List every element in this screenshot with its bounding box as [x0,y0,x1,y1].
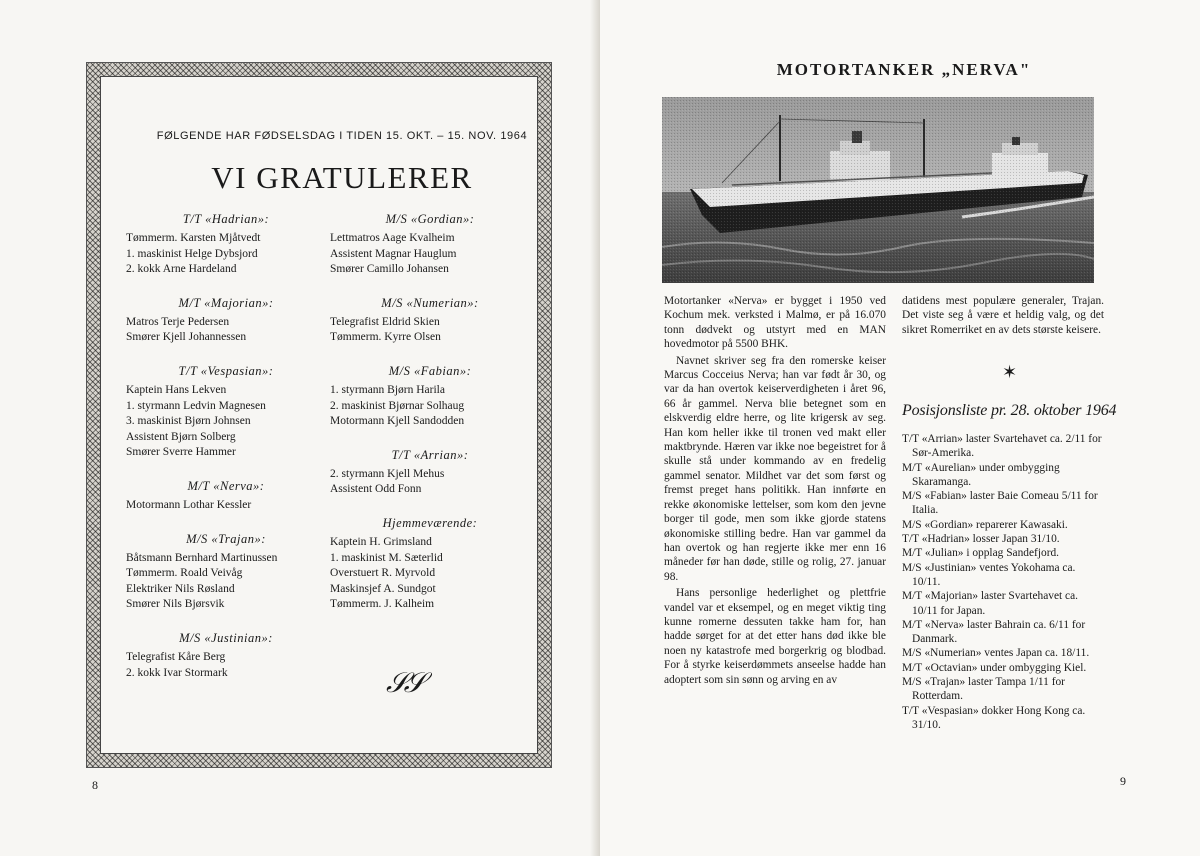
ship-group [126,296,326,346]
crew-member-line: 3. maskinist Bjørn Johnsen [126,415,251,428]
ship-group-title: M/T «Majorian»: [178,295,274,310]
crew-member-line: 2. kokk Ivar Stormark [126,666,228,679]
position-list-title: Posisjonsliste pr. 28. oktober 1964 [902,402,1117,419]
birthday-column-left [126,212,326,699]
crew-member-line: Telegrafist Kåre Berg [126,650,226,663]
tanker-ship-image [662,97,1094,283]
crew-member-line: 2. styrmann Kjell Mehus [330,467,445,480]
birthday-header: FØLGENDE HAR FØDSELSDAG I TIDEN 15. OKT. – 15. NOV. 1964 [156,130,528,142]
ship-group [330,448,530,498]
crew-member-line: Motormann Kjell Sandodden [330,415,465,428]
position-list-item: M/S «Fabian» laster Baie Comeau 5/11 for Italia. [902,490,1098,517]
crew-member-line: Tømmerm. Kyrre Olsen [330,331,441,344]
article-body [664,294,886,689]
position-list-item: M/T «Majorian» laster Svartehavet ca. 10/11 for Japan. [902,590,1078,617]
ship-group-title: M/S «Gordian»: [385,212,475,226]
crew-member-line: Matros Terje Pedersen [126,315,230,328]
ship-group [126,479,326,514]
crew-member-line: Kaptein Hans Lekven [126,383,227,396]
article-paragraph: Hans personlige hederlighet og plettfrie vandel var et eksempel, og en meget viktig ting kunne romerne dessuten takke ham for, han hadde sørget for at det etter hans død ikke ble noen ny katastrofe med borgerkrig og blodbad. For å styrke keiserdømmets anseelse hadde han adoptert som sin sønn og arving en av [664,587,886,686]
birthday-column-right [330,212,530,631]
article-continued: datidens mest populære generaler, Trajan. Det viste seg å være et heldig valg, og det sikret Romerriket en av dets største keisere. [902,295,1104,336]
ship-group [126,532,326,613]
position-list-item: M/S «Gordian» reparerer Kawasaki. [902,518,1068,531]
ship-group-title: T/T «Vespasian»: [178,363,274,378]
ship-group-title: M/S «Trajan»: [186,531,266,546]
ship-group [126,212,326,278]
article-title: MOTORTANKER „NERVA" [776,60,1032,79]
ornament-flourish: 𝒮𝒮 [386,668,422,699]
crew-member-line: Maskinsjef A. Sundgot [330,582,436,595]
position-list-item: M/T «Aurelian» under ombygging Skaramanga. [902,461,1060,488]
position-list-item: M/S «Trajan» laster Tampa 1/11 for Rotterdam. [902,676,1065,703]
crew-member-line: Tømmerm. Karsten Mjåtvedt [126,232,261,244]
ship-group-title: T/T «Arrian»: [391,447,469,462]
crew-member-line: Smører Camillo Johansen [330,263,449,276]
crew-member-line: Assistent Bjørn Solberg [126,430,236,443]
crew-member-line: 1. styrmann Bjørn Harila [330,383,445,396]
ship-group-title: M/S «Numerian»: [381,295,479,310]
ship-group [330,212,530,278]
crew-member-line: Tømmerm. J. Kalheim [330,598,435,611]
crew-member-line: Motormann Lothar Kessler [126,498,252,511]
crew-member-line: Telegrafist Eldrid Skien [330,315,440,328]
crew-member-line: Assistent Odd Fonn [330,483,422,496]
position-list-item: T/T «Arrian» laster Svartehavet ca. 2/11 for Sør-Amerika. [902,433,1102,460]
article-paragraph: Motortanker «Nerva» er bygget i 1950 ved Kochum mek. verksted i Malmø, er på 16.070 tonn dødvekt og utstyrt med en MAN hovedmotor på 5500 BHK. [664,295,886,351]
page-number-right: 9 [1120,774,1126,788]
birthday-panel [86,62,552,768]
ship-group [330,296,530,346]
ship-group [126,631,326,681]
crew-member-line: 1. maskinist Helge Dybsjord [126,247,258,260]
position-list-item: M/T «Octavian» under ombygging Kiel. [902,661,1087,674]
crew-member-line: Lettmatros Aage Kvalheim [330,232,455,244]
crew-member-line: Smører Nils Bjørsvik [126,598,225,611]
crew-member-line: 1. maskinist M. Sæterlid [330,551,443,564]
page-title: VI GRATULERER [211,160,473,195]
crew-member-line: 2. maskinist Bjørnar Solhaug [330,399,465,412]
crew-member-line: Smører Sverre Hammer [126,446,236,459]
crew-member-line: Kaptein H. Grimsland [330,535,432,548]
crew-member-line: Assistent Magnar Hauglum [330,247,457,260]
article-paragraph: Navnet skriver seg fra den romerske keiser Marcus Cocceius Nerva; han var født år 30, og var da han overtok keiserverdigheten i året 96, 66 år gammel. Nerva blie betegnet som en elskverdig eldre herre, og lite krigersk av seg. Han kom heller ikke til tronen ved makt eller maktbrynde. Hæren var ikke noe begeistret for å skulle stå under kommando av en fredelig gammel senator. Mildhet var det som først og fremst preget hans politikk. Han innførte en rekke økonomiske lettelser, som kom den jevne borger til gode, men som ikke gjorde statens økonomiske stilling bedre. Han var gammel da han overtok og han regjerte ikke mer enn 16 måneder før han døde, stille og rolig, 27. januar 98. [664,354,886,583]
ship-group [126,364,326,461]
ship-group-title: T/T «Hadrian»: [182,212,270,226]
right-page [600,0,1200,856]
crew-member-line: Elektriker Nils Røsland [126,582,235,595]
crew-member-line: Tømmerm. Roald Veivåg [126,567,243,580]
position-list-item: M/S «Justinian» ventes Yokohama ca. 10/11. [902,561,1076,588]
ship-group [330,516,530,613]
position-list-item: T/T «Hadrian» losser Japan 31/10. [902,533,1060,546]
crew-member-line: Smører Kjell Johannessen [126,331,247,344]
page-number-left: 8 [92,778,98,792]
ship-group-title: M/S «Justinian»: [179,630,273,645]
crew-member-line: Overstuert R. Myrvold [330,567,436,580]
ship-group-title: Hjemmeværende: [382,515,478,530]
crew-member-line: 1. styrmann Ledvin Magnesen [126,399,266,412]
position-list [902,432,1104,732]
ship-photo [662,97,1094,283]
position-list-item: M/T «Julian» i opplag Sandefjord. [902,547,1060,560]
position-list-item: T/T «Vespasian» dokker Hong Kong ca. 31/10. [902,704,1086,731]
position-list-item: M/T «Nerva» laster Bahrain ca. 6/11 for Danmark. [902,618,1086,646]
crew-member-line: 2. kokk Arne Hardeland [126,263,237,276]
crew-member-line: Båtsmann Bernhard Martinussen [126,551,278,564]
ship-group [330,364,530,430]
ship-group-title: M/T «Nerva»: [187,478,265,493]
ship-group-title: M/S «Fabian»: [388,363,472,378]
position-list-item: M/S «Numerian» ventes Japan ca. 18/11. [902,647,1090,660]
section-divider-star: ✶ [1002,362,1018,382]
